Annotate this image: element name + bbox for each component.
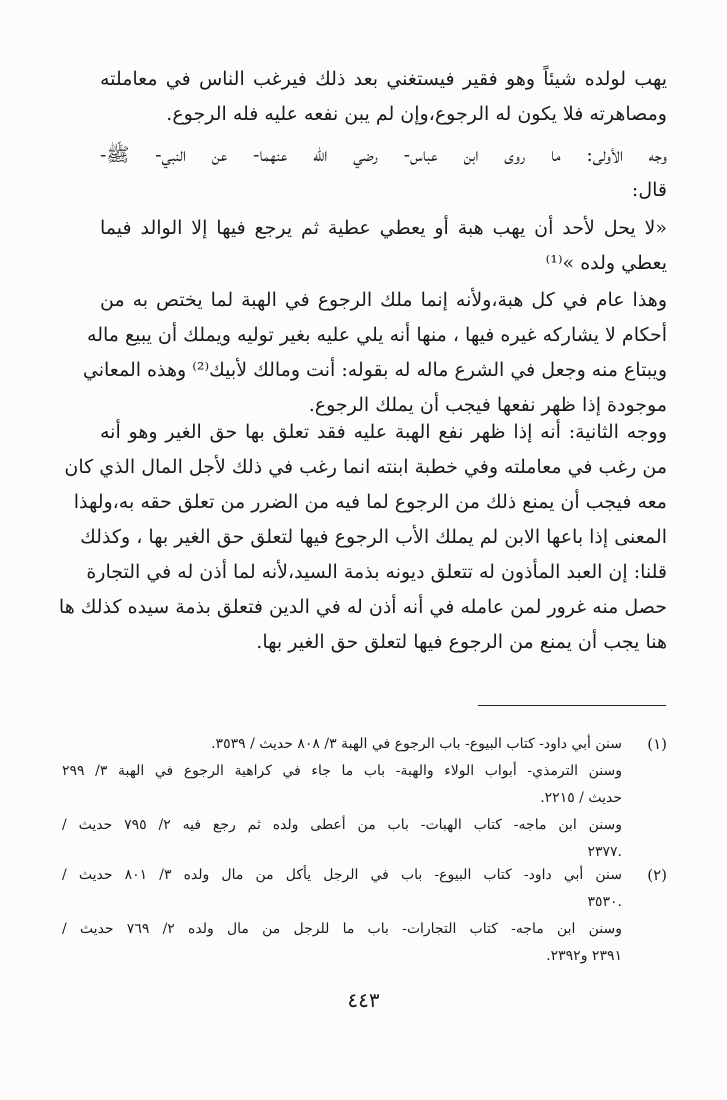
text-line: قلنا: إن العبد المأذون له تتعلق ديونه بذمة السيد،لأنه لما أذن له في التجارة — [86, 561, 667, 583]
footnote-number: (٢) — [647, 866, 667, 884]
text-line: ووجه الثانية: أنه إذا ظهر نفع الهبة عليه فقد تعلق بها حق الغير وهو أنه — [100, 421, 667, 443]
text-line: ويبتاع منه وجعل في الشرع ماله له بقوله: أنت ومالك لأبيك⁽²⁾ وهذه المعاني — [82, 359, 667, 381]
hadith-quote — [100, 211, 667, 281]
footnote-line: سنن أبي داود- كتاب البيوع- باب الرجوع في الهبة ٣/ ٨٠٨ حديث / ٣٥٣٩. — [211, 736, 622, 752]
footnote-line: وسنن الترمذي- أبواب الولاء والهبة- باب ما جاء في كراهية الرجوع في الهبة ٣/ ٢٩٩ — [62, 763, 622, 779]
text-line: يهب لولده شيئاً وهو فقير فيستغني بعد ذلك فيرغب الناس في معاملته — [100, 68, 667, 90]
text-line: أحكام لا يشاركه غيره فيها ، منها أنه يلي عليه بغير توليه ويملك أن يبيع ماله — [87, 324, 667, 346]
text-line: يعطي ولده »⁽¹⁾ — [545, 252, 667, 274]
footnote-line: حديث / ٢٢١٥. — [540, 790, 622, 806]
paragraph-1 — [100, 62, 667, 132]
footnote-line: ٢٣٩١ و٢٣٩٢. — [546, 948, 622, 964]
paragraph-4 — [82, 283, 667, 423]
footnote-number: (١) — [647, 735, 667, 753]
text-line: معه فيجب أن يمنع ذلك من الرجوع لما فيه من الضرر من تعلق حقه به،ولهذا — [73, 491, 667, 513]
footnote-separator — [478, 705, 666, 706]
page-number: ٤٤٣ — [347, 988, 380, 1012]
text-line: هنا يجب أن يمنع من الرجوع فيها لتعلق حق الغير بها. — [256, 631, 667, 653]
text-line: موجودة إذا ظهر نفعها فيجب أن يملك الرجوع. — [308, 394, 667, 416]
footnote-line: .٢٣٧٧ — [587, 844, 622, 860]
text-line: من رغب في معاملته وفي خطبة ابنته انما رغب في ذلك لأجل المال الذي كان — [64, 456, 667, 478]
footnote-line: وسنن ابن ماجه- كتاب الهبات- باب من أعطى ولده ثم رجع فيه ٢/ ٧٩٥ حديث / — [62, 817, 623, 833]
text-line: حصل منه غرور لمن عامله في أنه أذن له في الدين فتعلق بذمة سيده كذلك ها — [58, 596, 667, 618]
text-line: ومصاهرته فلا يكون له الرجوع،وإن لم يبن نفعه عليه فله الرجوع. — [166, 103, 667, 125]
paragraph-5 — [58, 415, 667, 660]
text-line: قال: — [631, 179, 667, 201]
text-line: المعنى إذا باعها الابن لم يملك الأب الرجوع فيها لتعلق حق الغير بها ، وكذلك — [80, 526, 667, 548]
footnote-body — [62, 862, 622, 970]
footnote-body — [62, 731, 622, 866]
text-line: وجه الأولى: ما روى ابن عباس- رضي الله عنهما- عن النبي- ﷺ- — [100, 144, 667, 166]
text-line: «لا يحل لأحد أن يهب هبة أو يعطي عطية ثم يرجع فيها إلا الوالد فيما — [100, 217, 667, 239]
footnote-line: .٣٥٣٠ — [587, 894, 622, 910]
footnote-line: وسنن ابن ماجه- كتاب التجارات- باب ما للرجل من مال ولده ٢/ ٧٦٩ حديث / — [62, 921, 623, 937]
paragraph-2 — [100, 138, 667, 208]
footnote-1 — [62, 731, 667, 871]
footnote-line: سنن أبي داود- كتاب البيوع- باب في الرجل يأكل من مال ولده ٣/ ٨٠١ حديث / — [62, 867, 622, 883]
text-line: وهذا عام في كل هبة،ولأنه إنما ملك الرجوع في الهبة لما يختص به من — [100, 289, 667, 311]
footnote-2 — [62, 862, 667, 977]
